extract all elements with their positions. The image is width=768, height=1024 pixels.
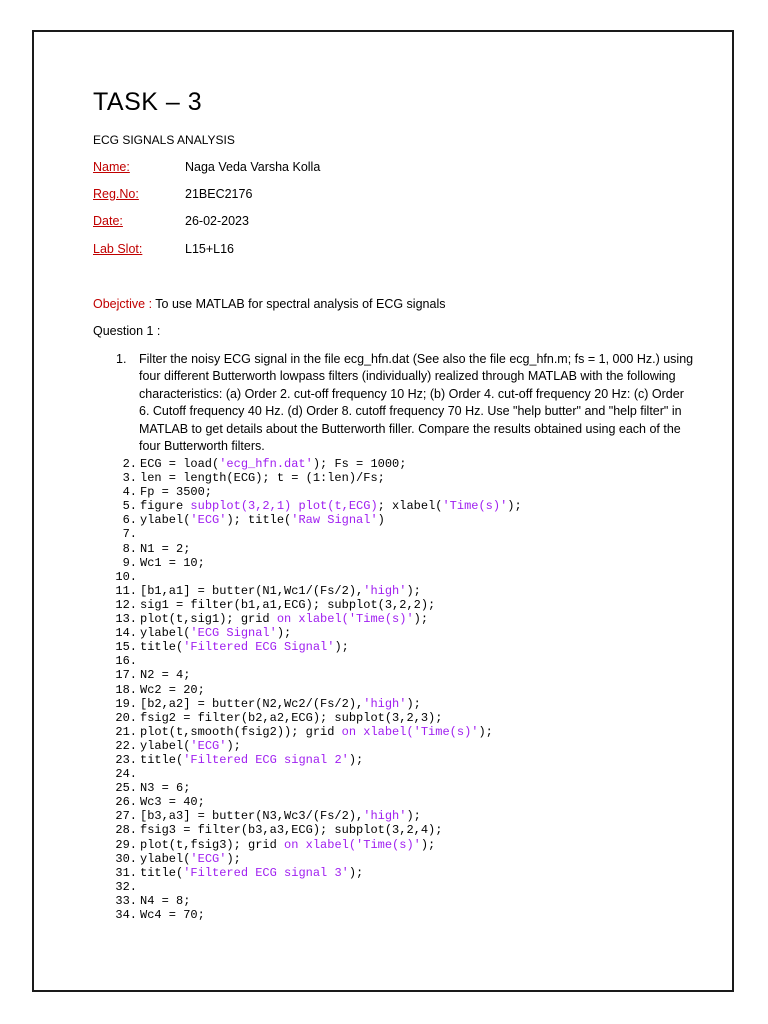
code-text: [b1,a1] = butter(N1,Wc1/(Fs/2), (140, 583, 364, 598)
code-text: ylabel( (140, 513, 191, 528)
code-text: plot(t,smooth(fsig2)); grid (140, 724, 342, 739)
code-line-source (140, 781, 190, 795)
code-line-source (140, 485, 212, 499)
code-string: 'ecg_hfn.dat' (219, 457, 313, 471)
info-value: Naga Veda Varsha Kolla (185, 160, 321, 174)
code-text: ylabel( (140, 738, 191, 753)
code-text: ); (420, 837, 436, 852)
code-line-source (140, 584, 421, 598)
code-string: 'Raw Signal' (291, 513, 378, 528)
code-line-number: 27. (115, 809, 137, 824)
code-line-number: 32. (115, 879, 137, 894)
code-text: plot(t,fsig3); grid (140, 837, 285, 852)
code-line-number: 26. (115, 795, 137, 810)
code-line-source (140, 626, 291, 640)
code-string: 'ECG' (190, 738, 227, 753)
code-line-source (140, 457, 406, 471)
code-line-number: 2. (122, 457, 137, 471)
code-line-number: 20. (115, 710, 137, 725)
code-text: fsig3 = filter(b3,a3,ECG); subplot(3,2,4); (140, 823, 443, 838)
code-line-number: 23. (115, 752, 137, 767)
code-line-source (140, 471, 385, 485)
info-label: Name: (93, 160, 130, 174)
question-heading: Question 1 : (93, 324, 161, 338)
code-line-source (140, 640, 349, 654)
code-text: N3 = 6; (140, 781, 191, 796)
code-text: N2 = 4; (140, 668, 191, 683)
code-text: N1 = 2; (140, 541, 191, 556)
code-text: ); (226, 738, 241, 753)
code-text: ); Fs = 1000; (312, 457, 407, 471)
code-string: 'high' (363, 583, 407, 598)
code-text: title( (140, 752, 184, 767)
code-line-number: 8. (122, 541, 137, 556)
code-string: 'Time(s)' (442, 499, 508, 514)
code-line-number: 13. (115, 612, 137, 627)
objective (93, 297, 445, 311)
code-line-source (140, 499, 522, 513)
code-line-number: 33. (115, 893, 137, 908)
code-string: 'Time(s)' (348, 612, 414, 627)
code-text: ylabel( (140, 851, 191, 866)
page-title: TASK – 3 (93, 88, 203, 116)
code-text: ylabel( (140, 626, 191, 641)
code-text: ); (334, 640, 349, 655)
info-value: 26-02-2023 (185, 214, 249, 228)
code-line-number: 21. (115, 724, 137, 739)
code-string: 'ECG Signal' (190, 626, 277, 641)
code-text: ); (406, 696, 421, 711)
code-string: 'ECG' (190, 851, 227, 866)
code-line-source (140, 725, 493, 739)
code-text: len = length(ECG); t = (1:len)/Fs; (140, 471, 385, 486)
question-text (116, 351, 696, 455)
code-line-number: 10. (115, 569, 137, 584)
code-line-source (140, 838, 435, 852)
code-text: ); (406, 583, 421, 598)
code-line-source (140, 739, 241, 753)
code-string: on xlabel( (276, 612, 349, 627)
code-text: [b2,a2] = butter(N2,Wc2/(Fs/2), (140, 696, 364, 711)
code-text: Wc3 = 40; (140, 795, 205, 810)
code-line-source (140, 823, 442, 837)
code-line-number: 14. (115, 626, 137, 641)
code-line-number: 9. (122, 555, 137, 570)
code-line-number: 34. (115, 908, 137, 922)
code-text: ); title( (226, 513, 292, 528)
code-string: 'Time(s)' (356, 837, 421, 852)
question-number: 1. (116, 352, 127, 366)
code-text: Fp = 3500; (140, 485, 213, 500)
code-text: ); (348, 752, 364, 767)
code-line-source (140, 612, 428, 626)
code-text: ); (348, 865, 364, 880)
code-text: Wc2 = 20; (140, 682, 205, 697)
code-string: 'Filtered ECG Signal' (183, 640, 335, 655)
code-text: title( (140, 640, 184, 655)
code-line-number: 31. (115, 865, 137, 880)
code-string: 'high' (363, 809, 407, 824)
code-line-number: 6. (122, 513, 137, 528)
code-text: title( (140, 865, 184, 880)
code-line-number: 5. (122, 499, 137, 514)
code-line-source (140, 711, 442, 725)
code-string: on xlabel( (284, 837, 357, 852)
code-text: [b3,a3] = butter(N3,Wc3/(Fs/2), (140, 809, 364, 824)
code-text: fsig2 = filter(b2,a2,ECG); subplot(3,2,3); (140, 710, 443, 725)
code-line-source (140, 697, 421, 711)
code-line-source (140, 513, 385, 527)
code-line-source (140, 668, 190, 682)
code-line-number: 3. (122, 471, 137, 486)
code-text: ); (413, 612, 429, 627)
code-line-number: 19. (115, 696, 137, 711)
code-line-source (140, 753, 363, 767)
objective-text: To use MATLAB for spectral analysis of ECG signals (152, 297, 446, 311)
code-line-number: 29. (115, 837, 137, 852)
code-line-source (140, 556, 205, 570)
info-label: Lab Slot: (93, 242, 143, 256)
info-value: 21BEC2176 (185, 187, 253, 201)
code-line-number: 12. (115, 597, 137, 612)
code-text: ECG = load( (140, 457, 220, 471)
code-line-source (140, 683, 205, 697)
code-line-number: 11. (115, 583, 137, 598)
code-line-source (140, 852, 241, 866)
code-string: 'Time(s)' (413, 724, 479, 739)
code-line-source (140, 908, 205, 922)
info-label: Reg.No: (93, 187, 139, 201)
code-text: ); (226, 851, 241, 866)
code-line-source (140, 542, 190, 556)
code-line-number: 28. (115, 823, 137, 838)
code-line-number: 24. (115, 767, 137, 782)
code-line-number: 18. (115, 682, 137, 697)
code-line-number: 7. (122, 527, 137, 542)
code-string: subplot(3,2,1) plot(t,ECG) (190, 499, 378, 514)
code-text: ); (276, 626, 292, 641)
code-string: 'Filtered ECG signal 2' (183, 752, 349, 767)
code-line-source (140, 795, 205, 809)
code-string: on xlabel( (341, 724, 414, 739)
code-text: plot(t,sig1); grid (140, 612, 277, 627)
code-string: 'Filtered ECG signal 3' (183, 865, 349, 880)
code-text: N4 = 8; (140, 893, 191, 908)
code-text: ); (507, 499, 522, 514)
code-text: figure (140, 499, 191, 514)
code-text: Wc1 = 10; (140, 555, 205, 570)
code-line-number: 25. (115, 781, 137, 796)
page-subtitle: ECG SIGNALS ANALYSIS (93, 133, 235, 147)
code-text: ; xlabel( (377, 499, 443, 514)
code-line-source (140, 894, 190, 908)
code-text: ); (478, 724, 493, 739)
code-line-number: 4. (122, 485, 137, 500)
info-label: Date: (93, 214, 123, 228)
code-string: 'ECG' (190, 513, 227, 528)
code-string: 'high' (363, 696, 407, 711)
code-text: Wc4 = 70; (140, 908, 205, 922)
code-line-number: 17. (115, 668, 137, 683)
code-text: ) (377, 513, 385, 528)
code-line-source (140, 598, 435, 612)
info-value: L15+L16 (185, 242, 235, 256)
code-line-number: 30. (115, 851, 137, 866)
question-body: Filter the noisy ECG signal in the file ecg_hfn.dat (See also the file ecg_hfn.m; fs = 1, 000 Hz.) using four different Butterworth lowpass filters (individually) realized through MATLAB with the following characteristics: (a) Order 2. cut-off frequency 10 Hz; (b) Order 4. cut-off frequency 20 Hz: (c) Order 6. Cutoff frequency 40 Hz. (d) Order 8. cutoff frequency 70 Hz. Use "help butter" and "help filter" in MATLAB to get details about the Butterworth filler. Compare the results obtained using each of the four Butterworth filters. (139, 352, 694, 454)
code-line-number: 16. (115, 654, 137, 669)
code-line-number: 15. (115, 640, 137, 655)
code-line-source (140, 809, 421, 823)
code-text: sig1 = filter(b1,a1,ECG); subplot(3,2,2); (140, 597, 436, 612)
code-text: ); (406, 809, 421, 824)
code-line-source (140, 866, 363, 880)
code-line-number: 22. (115, 738, 137, 753)
objective-label: Obejctive : (93, 297, 153, 311)
